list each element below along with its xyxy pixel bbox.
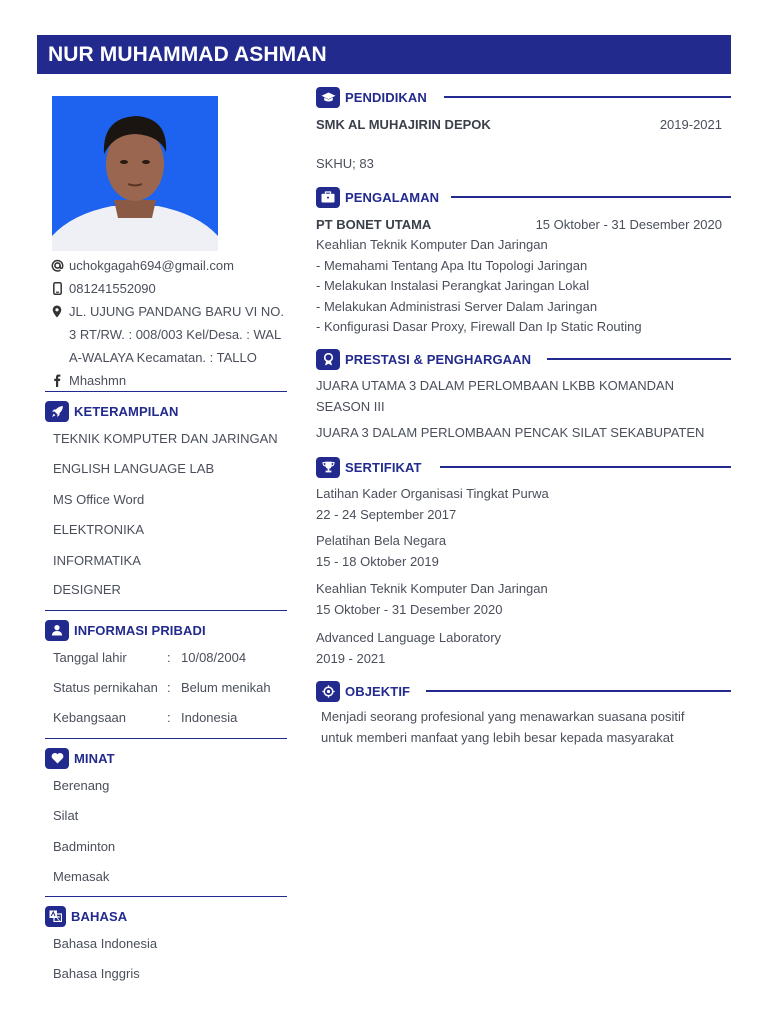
briefcase-icon: [316, 187, 340, 208]
trophy-icon: [316, 457, 340, 478]
experience-entry: [316, 217, 722, 232]
location-pin-icon: [45, 300, 69, 318]
list-item: INFORMATIKA: [53, 553, 141, 568]
awards-title: PRESTASI & PENGHARGAAN: [345, 351, 532, 367]
contact-address: [45, 300, 287, 369]
certificate-item: [316, 579, 548, 620]
objective-title: OBJEKTIF: [345, 683, 411, 699]
contact-section: [45, 254, 287, 392]
award-item: JUARA UTAMA 3 DALAM PERLOMBAAN LKBB KOMANDAN SEASON III: [316, 378, 675, 414]
school-name: SMK AL MUHAJIRIN DEPOK: [316, 117, 491, 132]
section-rule: [547, 358, 731, 360]
divider: [45, 896, 287, 897]
phone-icon: [45, 277, 69, 295]
experience-line: - Memahami Tentang Apa Itu Topologi Jaringan: [316, 257, 588, 273]
contact-phone: [45, 277, 287, 300]
experience-line: Keahlian Teknik Komputer Dan Jaringan: [316, 237, 548, 252]
personal-label: Kebangsaan: [53, 710, 127, 725]
certificate-date: 22 - 24 September 2017: [316, 506, 457, 522]
address-line-2: 3 RT/RW. : 008/003 Kel/Desa. : WAL: [69, 327, 282, 342]
languages-title: BAHASA: [71, 908, 128, 924]
email-text: uchokgagah694@gmail.com: [69, 258, 234, 273]
education-title: PENDIDIKAN: [345, 89, 427, 105]
separator: :: [167, 680, 171, 695]
certificates-heading: [316, 456, 731, 478]
certificate-item: [316, 484, 549, 525]
personal-value: Indonesia: [181, 710, 238, 725]
section-rule: [451, 196, 731, 198]
interests-section: [45, 747, 287, 884]
certificate-item: [316, 531, 446, 572]
certificate-name: Pelatihan Bela Negara: [316, 533, 447, 548]
education-note: SKHU; 83: [316, 156, 374, 171]
personal-value: Belum menikah: [181, 680, 271, 695]
education-heading: [316, 86, 731, 108]
at-icon: [45, 254, 69, 272]
personal-label: Status pernikahan: [53, 680, 158, 695]
skills-title: KETERAMPILAN: [74, 403, 179, 419]
personal-value: 10/08/2004: [181, 650, 247, 665]
personal-info-heading: [45, 619, 287, 641]
section-rule: [444, 96, 731, 98]
experience-period: 15 Oktober - 31 Desember 2020: [535, 217, 722, 232]
divider: [45, 391, 287, 392]
languages-heading: [45, 905, 287, 927]
contact-facebook: [45, 369, 287, 392]
graduation-cap-icon: [316, 87, 340, 108]
list-item: DESIGNER: [53, 582, 121, 597]
separator: :: [167, 650, 171, 665]
certificate-date: 15 Oktober - 31 Desember 2020: [316, 601, 503, 617]
personal-info-title: INFORMASI PRIBADI: [74, 622, 206, 638]
full-name: NUR MUHAMMAD ASHMAN: [48, 43, 327, 66]
list-item: Memasak: [53, 869, 110, 884]
contact-email: [45, 254, 287, 277]
divider: [45, 738, 287, 739]
objective-line: untuk memberi manfaat yang lebih besar kepada masyarakat: [321, 729, 674, 745]
address-line-3: A-WALAYA Kecamatan. : TALLO: [69, 350, 257, 365]
list-item: MS Office Word: [53, 492, 145, 507]
education-section: [316, 86, 731, 171]
divider: [45, 610, 287, 611]
interests-title: MINAT: [74, 750, 115, 766]
skills-heading: [45, 400, 287, 422]
awards-section: [316, 348, 731, 440]
languages-section: [45, 905, 287, 981]
list-item: ENGLISH LANGUAGE LAB: [53, 461, 215, 476]
award-ribbon-icon: [316, 349, 340, 370]
rocket-icon: [45, 401, 69, 422]
profile-photo: [52, 96, 218, 251]
awards-heading: [316, 348, 731, 370]
user-icon: [45, 620, 69, 641]
section-rule: [440, 466, 731, 468]
certificate-name: Keahlian Teknik Komputer Dan Jaringan: [316, 581, 548, 596]
heart-icon: [45, 748, 69, 769]
personal-row-marital: [45, 680, 271, 695]
facebook-icon: [45, 369, 69, 387]
list-item: Bahasa Indonesia: [53, 936, 158, 951]
education-entry: [316, 117, 722, 132]
phone-text: 081241552090: [69, 281, 156, 296]
person-portrait-icon: [52, 96, 218, 251]
education-period: 2019-2021: [659, 117, 722, 132]
certificates-section: [316, 456, 731, 666]
certificates-title: SERTIFIKAT: [345, 459, 422, 475]
section-rule: [426, 690, 731, 692]
list-item: Bahasa Inggris: [53, 966, 140, 981]
experience-line: - Melakukan Administrasi Server Dalam Jaringan: [316, 298, 598, 314]
objective-heading: [316, 680, 731, 702]
certificate-date: 15 - 18 Oktober 2019: [316, 553, 439, 569]
experience-section: [316, 186, 731, 334]
personal-row-nationality: [45, 710, 237, 725]
personal-label: Tanggal lahir: [53, 650, 127, 665]
list-item: Badminton: [53, 839, 116, 854]
objective-line: Menjadi seorang profesional yang menawarkan suasana positif: [321, 709, 685, 724]
name-header: [37, 35, 731, 74]
certificate-name: Advanced Language Laboratory: [316, 630, 502, 645]
experience-line: - Konfigurasi Dasar Proxy, Firewall Dan Ip Static Routing: [316, 319, 642, 334]
personal-info-section: [45, 619, 287, 725]
certificate-date: 2019 - 2021: [316, 650, 386, 666]
list-item: Berenang: [53, 778, 110, 793]
address-line-1: JL. UJUNG PANDANG BARU VI NO.: [69, 304, 285, 319]
list-item: ELEKTRONIKA: [53, 522, 145, 537]
objective-section: [316, 680, 731, 745]
target-icon: [316, 681, 340, 702]
experience-title: PENGALAMAN: [345, 189, 440, 205]
skills-section: [45, 400, 287, 597]
award-item: JUARA 3 DALAM PERLOMBAAN PENCAK SILAT SEKABUPATEN: [316, 425, 705, 440]
list-item: Silat: [53, 808, 79, 823]
facebook-text: Mhashmn: [69, 373, 127, 388]
list-item: TEKNIK KOMPUTER DAN JARINGAN: [53, 431, 278, 446]
company-name: PT BONET UTAMA: [316, 217, 432, 232]
personal-row-birthdate: [45, 650, 246, 665]
certificate-item: [316, 628, 501, 669]
certificate-name: Latihan Kader Organisasi Tingkat Purwa: [316, 486, 549, 501]
translate-icon: [45, 906, 66, 927]
interests-heading: [45, 747, 287, 769]
experience-heading: [316, 186, 731, 208]
separator: :: [167, 710, 171, 725]
experience-line: - Melakukan Instalasi Perangkat Jaringan Lokal: [316, 278, 590, 293]
